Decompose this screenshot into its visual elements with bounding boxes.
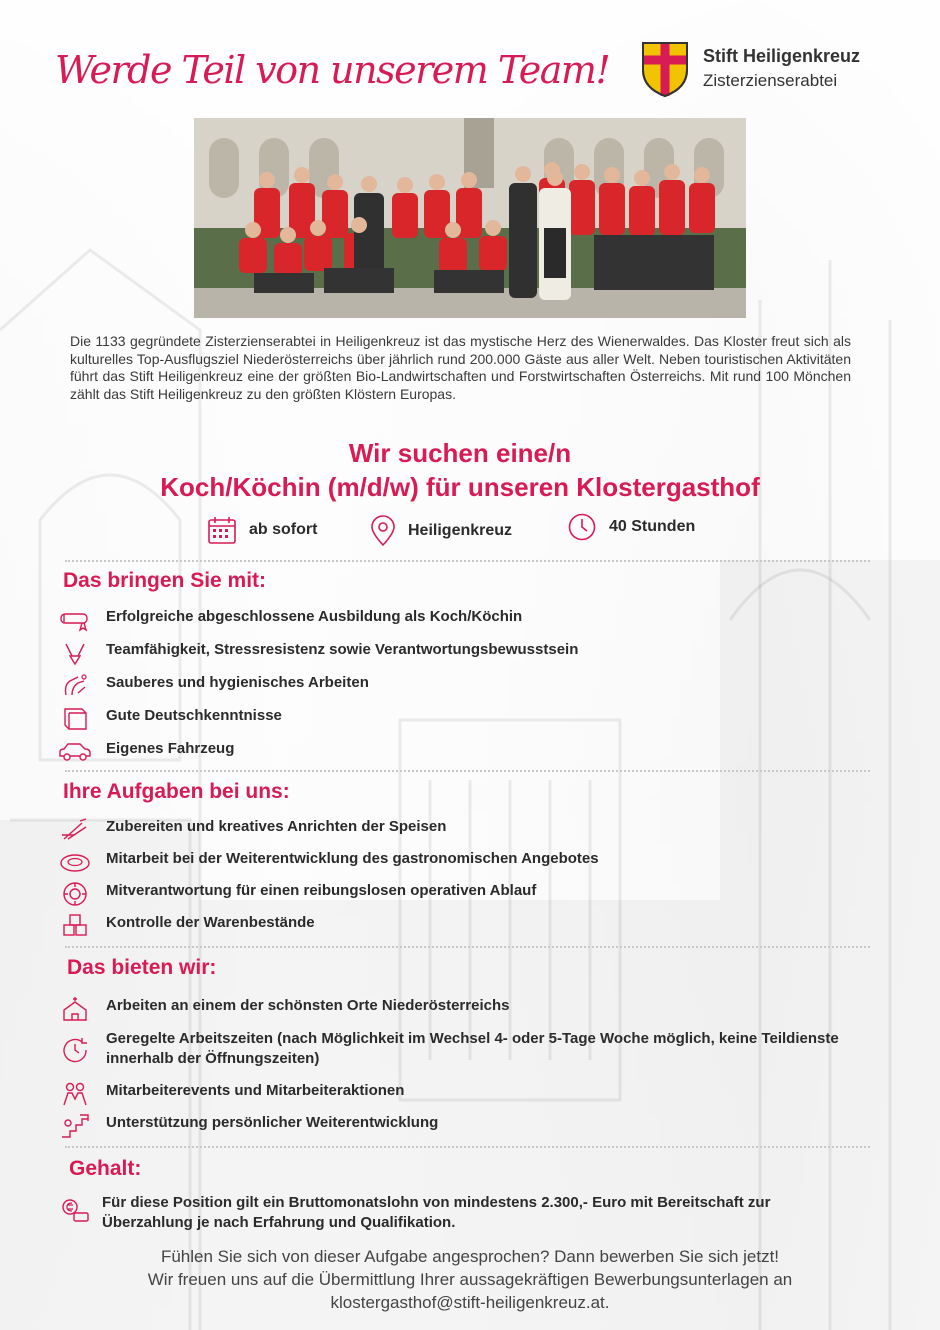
money-icon <box>58 1197 92 1223</box>
task-text: Mitverantwortung für einen reibungslosen operativen Ablauf <box>106 882 537 899</box>
divider <box>65 560 870 562</box>
calendar-icon <box>207 515 237 545</box>
closing-line1: Fühlen Sie sich von dieser Aufgabe angesprochen? Dann bewerben Sie sich jetzt! <box>160 1247 780 1266</box>
list-item <box>58 913 315 939</box>
location-pin-icon <box>370 515 396 547</box>
offer-text: Mitarbeiterevents und Mitarbeiteraktionen <box>106 1082 405 1099</box>
car-icon <box>58 739 92 765</box>
inventory-icon <box>58 913 92 939</box>
list-item <box>58 673 369 699</box>
divider <box>65 1146 870 1148</box>
contact-email-link[interactable]: klostergasthof@stift-heiligenkreuz.at. <box>330 1293 610 1312</box>
list-item <box>58 739 234 765</box>
section-title-salary: Gehalt: <box>69 1157 142 1180</box>
list-item <box>58 1113 438 1139</box>
task-text: Zubereiten und kreatives Anrichten der Speisen <box>106 818 447 835</box>
section-title-tasks: Ihre Aufgaben bei uns: <box>63 780 290 803</box>
salary-item <box>58 1193 847 1233</box>
book-icon <box>58 706 92 732</box>
schedule-cycle-icon <box>58 1037 92 1063</box>
requirement-text: Sauberes und hygienisches Arbeiten <box>106 674 369 691</box>
logo-subtitle: Zisterzienserabtei <box>703 71 838 90</box>
logo-name: Stift Heiligenkreuz <box>703 46 861 66</box>
job-facts <box>0 515 940 555</box>
list-item <box>58 706 282 732</box>
divider <box>65 946 870 948</box>
cooking-utensils-icon <box>58 817 92 843</box>
clock-icon <box>567 512 597 542</box>
list-item <box>58 1081 404 1107</box>
intro-text: Die 1133 gegründete Zisterzienserabtei in Heiligenkreuz ist das mystische Herz des Wienerwaldes. Das Kloster freut sich als kulturelles Top-Ausflugsziel Niederösterreichs über jährlich rund 200.000 Gäste aus aller Welt. Neben touristischen Aktivitäten führt das Stift Heiligenkreuz eine der größten Bio-Landwirtschaften und Forstwirtschaften Österreichs. Mit rund 100 Mönchen zählt das Stift Heiligenkreuz zu den größten Klöstern Europas. <box>70 333 851 402</box>
abbey-shield-icon <box>640 40 690 98</box>
list-item <box>58 640 578 666</box>
fact-start <box>207 515 317 545</box>
dish-icon <box>58 849 92 875</box>
job-heading-line1: Wir suchen eine/n <box>348 438 572 468</box>
section-title-requirements: Das bringen Sie mit: <box>63 569 267 592</box>
job-heading-line2: Koch/Köchin (m/d/w) für unseren Klostergasthof <box>160 472 760 502</box>
growth-stairs-icon <box>58 1113 92 1139</box>
salary-text: Für diese Position gilt ein Bruttomonatslohn von mindestens 2.300,- Euro mit Bereitschaft zur Überzahlung je nach Erfahrung und Qualifikation. <box>102 1194 771 1231</box>
list-item <box>58 849 599 875</box>
fact-start-label: ab sofort <box>249 521 318 538</box>
diploma-icon <box>58 607 92 633</box>
task-text: Kontrolle der Warenbestände <box>106 914 315 931</box>
closing-line2: Wir freuen uns auf die Übermittlung Ihrer aussagekräftigen Bewerbungsunterlagen an <box>147 1270 793 1289</box>
list-item <box>58 1029 866 1069</box>
fact-hours-label: 40 Stunden <box>609 518 696 535</box>
teamwork-icon <box>58 640 92 666</box>
requirement-text: Teamfähigkeit, Stressresistenz sowie Verantwortungsbewusstsein <box>106 641 579 658</box>
list-item <box>58 996 509 1022</box>
section-title-offer: Das bieten wir: <box>67 956 217 979</box>
fact-location-label: Heiligenkreuz <box>408 522 513 539</box>
task-text: Mitarbeit bei der Weiterentwicklung des gastronomischen Angebotes <box>106 850 599 867</box>
requirement-text: Erfolgreiche abgeschlossene Ausbildung als Koch/Köchin <box>106 608 523 625</box>
requirement-text: Gute Deutschkenntnisse <box>106 707 282 724</box>
divider <box>65 770 870 772</box>
fact-location <box>370 515 512 547</box>
list-item <box>58 607 522 633</box>
people-event-icon <box>58 1081 92 1107</box>
church-icon <box>58 996 92 1022</box>
closing-text <box>70 1245 870 1314</box>
team-photo <box>194 118 746 318</box>
offer-text: Geregelte Arbeitszeiten (nach Möglichkeit im Wechsel 4- oder 5-Tage Woche möglich, keine Teildienste innerhalb der Öffnungszeiten) <box>106 1030 839 1067</box>
list-item <box>58 817 446 843</box>
list-item <box>58 881 536 907</box>
workflow-icon <box>58 881 92 907</box>
hand-washing-icon <box>58 673 92 699</box>
page-headline: Werde Teil von unserem Team! <box>55 48 610 92</box>
fact-hours <box>567 512 695 542</box>
requirement-text: Eigenes Fahrzeug <box>106 740 235 757</box>
offer-text: Unterstützung persönlicher Weiterentwicklung <box>106 1114 439 1131</box>
abbey-logo <box>640 40 900 100</box>
offer-text: Arbeiten an einem der schönsten Orte Niederösterreichs <box>106 997 510 1014</box>
